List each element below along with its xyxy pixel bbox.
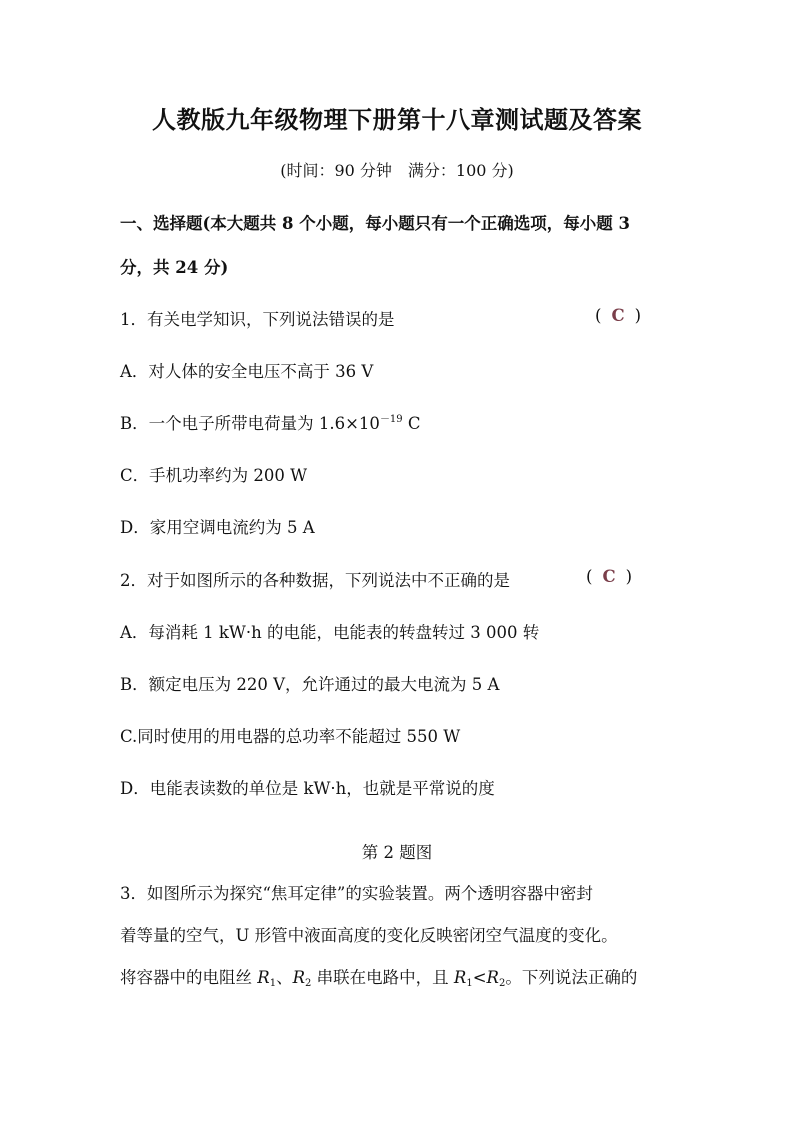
q2-paren-open: (: [586, 567, 593, 586]
q1-paren-close: ): [634, 306, 642, 325]
q1-option-b-exponent: －19: [379, 414, 403, 425]
q1-option-b: [120, 410, 421, 434]
q1-option-d: D．家用空调电流约为 5 A: [120, 518, 315, 537]
q3-r1-subscript-2: 1: [466, 978, 473, 989]
q1-option-b-unit: C: [402, 414, 421, 433]
q1-stem: 1．有关电学知识，下列说法错误的是: [120, 310, 395, 329]
q2-option-d: D．电能表读数的单位是 kW·h，也就是平常说的度: [120, 779, 495, 798]
section-heading-line1: 一、选择题(本大题共 8 个小题，每小题只有一个正确选项，每小题 3: [120, 214, 631, 233]
q3-line3-text-c: 。下列说法正确的: [505, 968, 638, 987]
q2-figure-caption: 第 2 题图: [361, 843, 433, 862]
q2-option-a: A．每消耗 1 kW·h 的电能，电能表的转盘转过 3 000 转: [120, 623, 540, 642]
q2-answer: C: [602, 567, 616, 586]
q3-r1-symbol-2: R: [453, 968, 467, 987]
q1-option-b-text: B．一个电子所带电荷量为 1.6×10: [120, 414, 380, 433]
q3-line3-text-b: 串联在电路中，且: [311, 968, 454, 987]
q1-paren-open: (: [595, 306, 602, 325]
q2-paren-close: ): [625, 567, 633, 586]
q3-separator: 、: [276, 968, 293, 987]
q1-answer: C: [611, 306, 625, 325]
exam-info: (时间：90 分钟 满分：100 分): [280, 161, 514, 180]
section-heading-line2: 分，共 24 分): [120, 258, 229, 277]
q1-option-a: A．对人体的安全电压不高于 36 V: [120, 362, 374, 381]
q3-line1: 3．如图所示为探究“焦耳定律”的实验装置。两个透明容器中密封: [120, 884, 593, 903]
q1-option-c: C．手机功率约为 200 W: [120, 466, 308, 485]
q2-option-c: C.同时使用的用电器的总功率不能超过 550 W: [120, 727, 461, 746]
q3-r2-subscript-2: 2: [498, 978, 506, 989]
q3-line3-text-a: 将容器中的电阻丝: [120, 968, 258, 987]
q3-line2: 着等量的空气，U 形管中液面高度的变化反映密闭空气温度的变化。: [120, 926, 618, 945]
q3-r2-symbol: R: [292, 968, 305, 987]
q2-option-b: B．额定电压为 220 V，允许通过的最大电流为 5 A: [120, 675, 500, 694]
q2-answer-bracket: [586, 567, 632, 586]
q1-answer-bracket: [595, 306, 641, 325]
q3-line3: [120, 964, 637, 989]
q3-r2-symbol-2: R: [486, 968, 499, 987]
page-title: 人教版九年级物理下册第十八章测试题及答案: [152, 105, 642, 134]
q2-stem: 2．对于如图所示的各种数据，下列说法中不正确的是: [120, 571, 510, 590]
q3-less-than: <: [472, 968, 487, 987]
q3-r2-subscript: 2: [305, 978, 312, 989]
q3-r1-symbol: R: [257, 968, 270, 987]
q3-r1-subscript: 1: [269, 978, 277, 989]
